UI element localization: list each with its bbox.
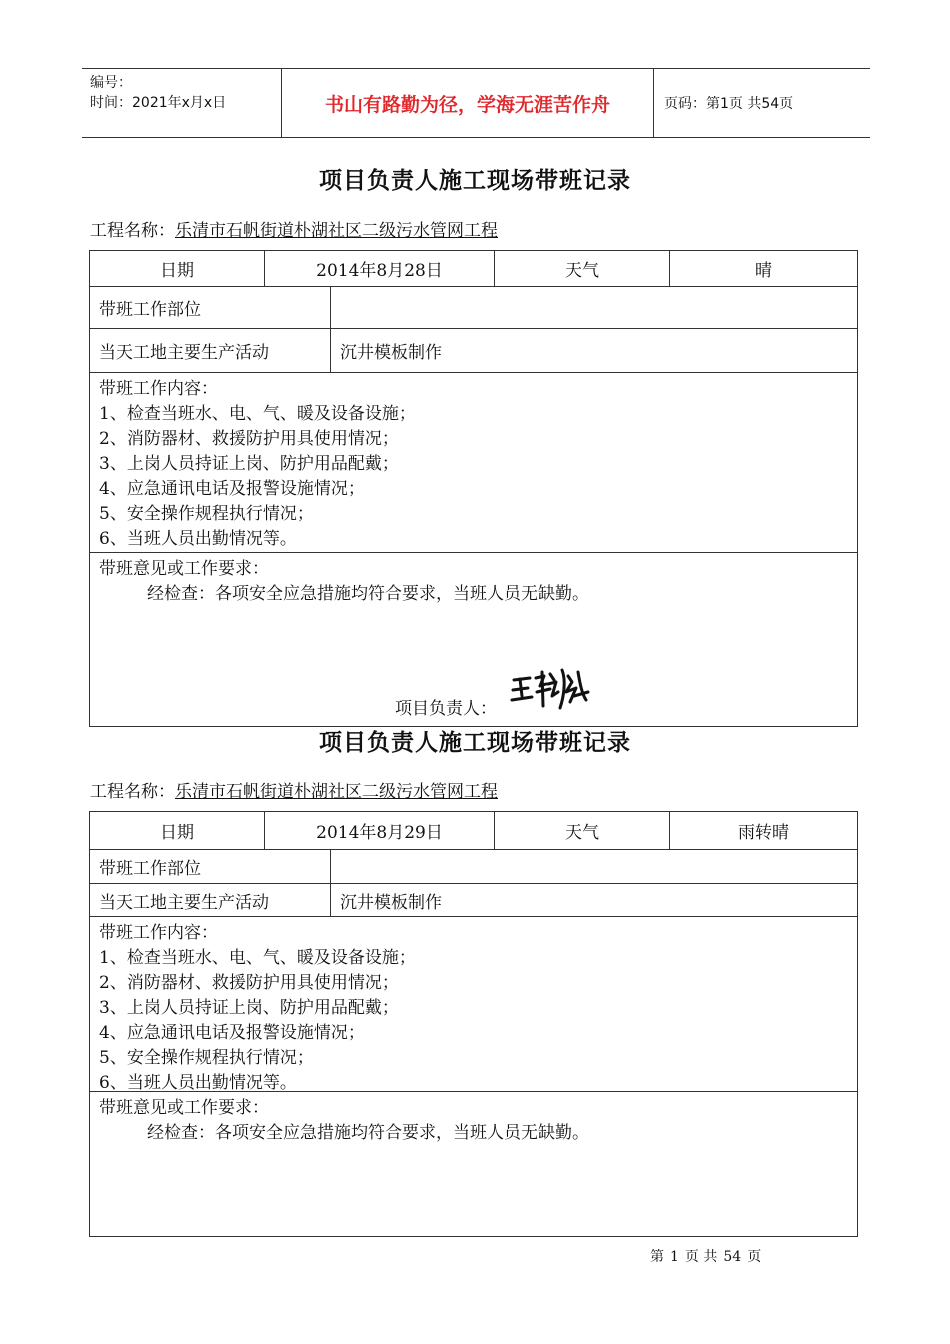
location-row bbox=[90, 287, 857, 329]
header-meta bbox=[82, 69, 282, 137]
content-item: 1、检查当班水、电、气、暖及设备设施； bbox=[99, 948, 416, 968]
opinion-text: 经检查：各项安全应急措施均符合要求，当班人员无缺勤。 bbox=[147, 584, 589, 604]
activity-label: 当天工地主要生产活动 bbox=[90, 329, 331, 372]
opinion-title: 带班意见或工作要求： bbox=[99, 1098, 269, 1118]
date-value: 2014年8月28日 bbox=[265, 251, 495, 286]
page-header bbox=[82, 68, 870, 138]
weather-value: 晴 bbox=[755, 261, 772, 281]
footer-prefix: 第 bbox=[650, 1249, 664, 1265]
content-item: 6、当班人员出勤情况等。 bbox=[99, 1073, 297, 1093]
content-item: 3、上岗人员持证上岗、防护用品配戴； bbox=[99, 454, 399, 474]
date-label: 日期 bbox=[90, 251, 265, 286]
signature-image bbox=[510, 666, 590, 712]
location-row bbox=[90, 850, 857, 884]
project-label: 工程名称： bbox=[90, 782, 175, 802]
footer-suffix: 页 bbox=[747, 1249, 762, 1265]
header-motto: 书山有路勤为径，学海无涯苦作舟 bbox=[282, 69, 654, 137]
project-line bbox=[90, 216, 498, 241]
content-item: 4、应急通讯电话及报警设施情况； bbox=[99, 1023, 365, 1043]
content-item: 5、安全操作规程执行情况； bbox=[99, 504, 314, 524]
code-label: 编号： bbox=[90, 75, 132, 91]
content-item: 3、上岗人员持证上岗、防护用品配戴； bbox=[99, 998, 399, 1018]
project-name: 乐清市石帆街道朴湖社区二级污水管网工程 bbox=[175, 221, 498, 241]
content-title: 带班工作内容： bbox=[99, 923, 218, 943]
time-label: 时间：2021年x月x日 bbox=[90, 95, 227, 111]
activity-row bbox=[90, 329, 857, 373]
activity-row bbox=[90, 884, 857, 917]
content-item: 2、消防器材、救援防护用具使用情况； bbox=[99, 429, 399, 449]
record-title: 项目负责人施工现场带班记录 bbox=[319, 729, 631, 756]
footer-page-total: 54 bbox=[723, 1249, 742, 1265]
opinion-block bbox=[90, 1092, 857, 1236]
page-footer bbox=[650, 1246, 767, 1266]
location-label: 带班工作部位 bbox=[90, 850, 331, 883]
weather-value: 雨转晴 bbox=[738, 823, 789, 843]
content-item: 1、检查当班水、电、气、暖及设备设施； bbox=[99, 404, 416, 424]
activity-value: 沉井模板制作 bbox=[340, 343, 442, 363]
content-item: 4、应急通讯电话及报警设施情况； bbox=[99, 479, 365, 499]
date-weather-row bbox=[90, 251, 857, 287]
content-item: 6、当班人员出勤情况等。 bbox=[99, 529, 297, 549]
date-label: 日期 bbox=[90, 812, 265, 849]
footer-mid: 页 共 bbox=[684, 1249, 718, 1265]
content-item: 2、消防器材、救援防护用具使用情况； bbox=[99, 973, 399, 993]
footer-page-num: 1 bbox=[670, 1249, 679, 1265]
date-weather-row bbox=[90, 812, 857, 850]
weather-label: 天气 bbox=[495, 812, 670, 849]
content-block bbox=[90, 373, 857, 553]
opinion-title: 带班意见或工作要求： bbox=[99, 559, 269, 579]
header-page-label: 页码：第1页 共54页 bbox=[664, 96, 794, 112]
activity-value: 沉井模板制作 bbox=[340, 892, 442, 913]
record-title: 项目负责人施工现场带班记录 bbox=[319, 167, 631, 194]
project-name: 乐清市石帆街道朴湖社区二级污水管网工程 bbox=[175, 782, 498, 802]
location-label: 带班工作部位 bbox=[90, 287, 331, 328]
weather-label: 天气 bbox=[495, 251, 670, 286]
activity-label: 当天工地主要生产活动 bbox=[90, 884, 331, 916]
date-value: 2014年8月29日 bbox=[265, 812, 495, 849]
record-table bbox=[89, 811, 858, 1237]
location-value bbox=[331, 287, 857, 328]
signer-label: 项目负责人： bbox=[395, 699, 497, 719]
opinion-text: 经检查：各项安全应急措施均符合要求，当班人员无缺勤。 bbox=[147, 1123, 589, 1143]
location-value bbox=[331, 850, 857, 883]
content-item: 5、安全操作规程执行情况； bbox=[99, 1048, 314, 1068]
project-label: 工程名称： bbox=[90, 221, 175, 241]
content-title: 带班工作内容： bbox=[99, 379, 218, 399]
project-line bbox=[90, 777, 498, 802]
record-table bbox=[89, 250, 858, 727]
content-block bbox=[90, 917, 857, 1092]
